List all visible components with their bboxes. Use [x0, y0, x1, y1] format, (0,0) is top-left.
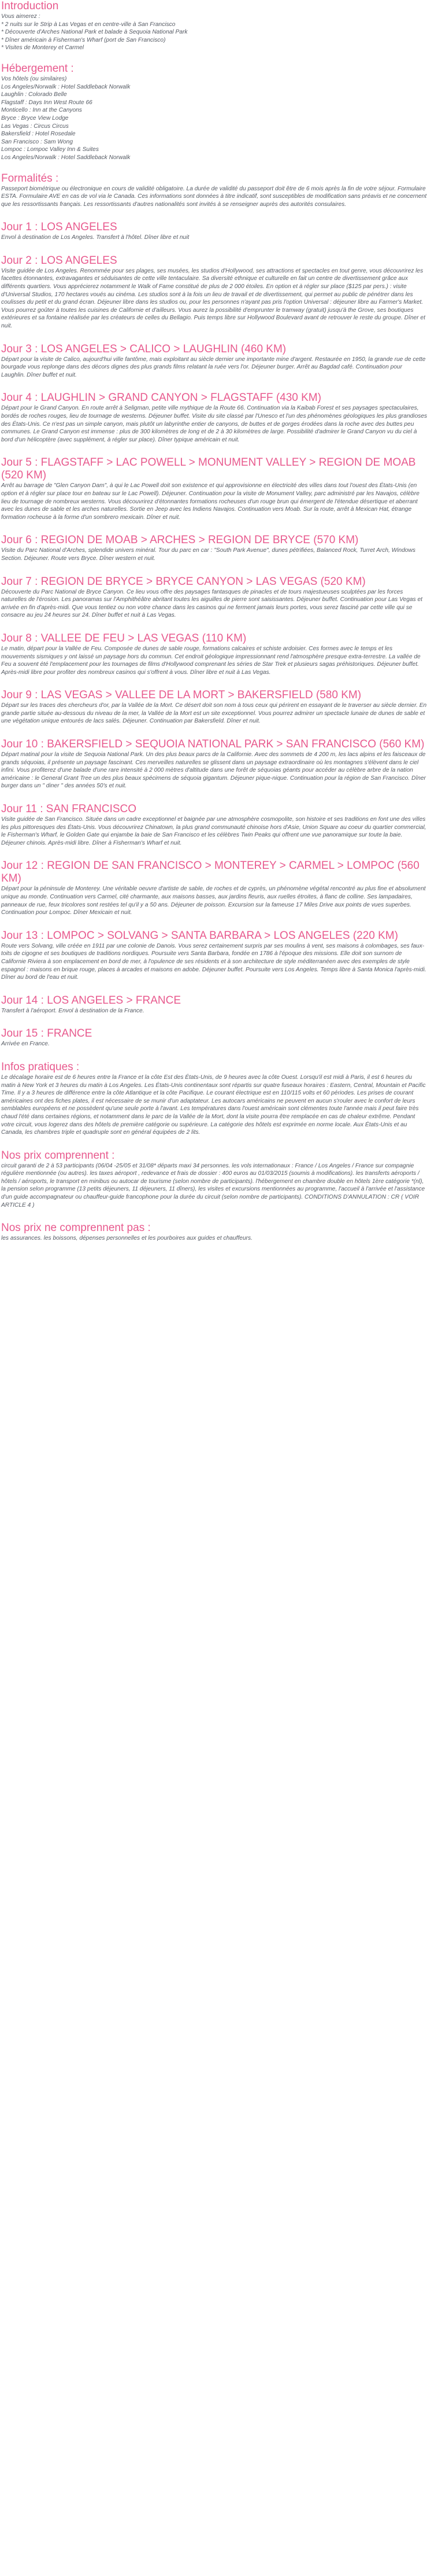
- hotel-line: Los Angeles/Norwalk : Hotel Saddleback Norwalk: [1, 154, 131, 161]
- intro-title: Introduction: [1, 0, 59, 12]
- intro-line: * Dîner américain à Fisherman's Wharf (port de San Francisco): [1, 36, 166, 43]
- hotel-line: Los Angeles/Norwalk : Hotel Saddleback Norwalk: [1, 83, 131, 90]
- day-13-section: [1, 930, 428, 982]
- day-7-text: Découverte du Parc National de Bryce Canyon. Ce lieu vous offre des paysages fantasques de pinacles et de tours majestueuses sculptées par les forces naturelles de l'érosion. Les panoramas sur l'Amphithéâtre abritant toutes les aiguilles de pierre sont saisissantes. Déjeuner buffet. Continuation pour Las Vegas et arrivée en fin d'après-midi. Que vous tentiez ou non votre chance dans les casinos qui ne ferment jamais leurs portes, vous serez fasciné par cette ville qui se consacre au jeu 24 heures sur 24. Dîner buffet et nuit à Las Vegas.: [1, 588, 422, 619]
- infos-text: Le décalage horaire est de 6 heures entre la France et la côte Est des États-Unis, de 9 heures avec la côte Ouest. Lorsqu'il est midi à Paris, il est 6 heures du matin à New York et 3 heures du matin à Los Angeles. Les États-Unis continentaux sont répartis sur quatre fuseaux horaires : Eastern, Central, Mountain et Pacific Time. Il y a 3 heures de différence entre la côte Atlantique et la côte Pacifique. Le courant électrique est en 110/115 volts et 60 périodes. Les prises de courant américaines ont des fiches plates, il est nécessaire de se munir d'un adaptateur. Les autocars américains ne peuvent en aucun s'rouler avec le confort de leurs semblables européens et ne possèdent qu'une seule porte à l'avant. Les températures dans l'ouest américain sont clémentes toute l'année mais il peut faire très chaud l'été dans certaines régions, et notamment dans le parc de la Vallée de la Mort, dont la visite pourra être remplacée en cas de chaleur extrême. Pendant votre circuit, vous logerez dans des hôtels de première catégorie ou supérieure. La catégorie des hôtels est exprimée en norme locale. Aux États-Unis et au Canada, les chambres triple et quadruple sont en général équipées de 2 lits.: [1, 1074, 426, 1136]
- day-2-title: Jour 2 : LOS ANGELES: [1, 254, 117, 267]
- day-3-title: Jour 3 : LOS ANGELES > CALICO > LAUGHLIN (460 KM): [1, 342, 287, 355]
- hotels-list: [1, 75, 428, 162]
- day-13-title: Jour 13 : LOMPOC > SOLVANG > SANTA BARBARA > LOS ANGELES (220 KM): [1, 929, 398, 942]
- day-14-section: [1, 994, 428, 1015]
- prix-non-title: Nos prix ne comprennent pas :: [1, 1222, 151, 1234]
- hotel-line: Bryce : Bryce View Lodge: [1, 115, 69, 121]
- prix-non-section: [1, 1222, 428, 1243]
- day-3-text: Départ pour la visite de Calico, aujourd'hui ville fantôme, mais exploitant au siècle dernier une importante mine d'argent. Restaurée en 1950, la grande rue de cette bourgade vous replonge dans des décors dignes des plus grands films relatant la ruée vers l'or. Déjeuner burger. Arrêt au Bagdad café. Continuation pour Laughlin. Dîner buffet et nuit.: [1, 356, 426, 378]
- day-11-section: [1, 803, 428, 847]
- prix-comprend-title: Nos prix comprennent :: [1, 1149, 115, 1162]
- day-15-section: [1, 1027, 428, 1048]
- day-13-text: Route vers Solvang, ville créée en 1911 par une colonie de Danois. Vous serez certainement surpris par ses moulins à vent, ses maisons à colombages, ses faux-toits de cigogne et ses boutiques de traditions nordiques. Poursuite vers Santa Barbara, fondée en 1786 à l'époque des missions. Elle doit son surnom de Californie Riviera à son emplacement en bord de mer, à l'opulence de ses résidents et à son architecture de style méditerranéen avec des exemples de style espagnol : maisons en brique rouge, places à arcades et maisons en adobe. Déjeuner buffet. Poursuite vers Los Angeles. Temps libre à Santa Monica l'après-midi. Dîner au bord de l'eau et nuit.: [1, 942, 426, 981]
- day-8-title: Jour 8 : VALLEE DE FEU > LAS VEGAS (110 KM): [1, 632, 247, 644]
- day-10-text: Départ matinal pour la visite de Sequoia National Park. Un des plus beaux parcs de la Californie. Avec des sommets de 4 200 m, les lacs alpins et les faisceaux de grands séquoias, il présente un paysage fascinant. Ces merveilles naturelles se glissent dans un paysage extraordinaire où les montagnes s'élèvent dans le ciel infini. Vous profiterez d'une balade d'une rare intensité à 2 000 mètres d'altitude dans une forêt de séquoias géants pour accéder au célèbre arbre de la nation américaine : le General Grant Tree un des plus beaux spécimens de séquoia gigantum. Déjeuner pique-nique. Continuation pour la région de San Francisco. Dîner burger dans un " diner " des années 50's et nuit.: [1, 751, 426, 790]
- day-12-title: Jour 12 : REGION DE SAN FRANCISCO > MONTEREY > CARMEL > LOMPOC (560 KM): [1, 860, 420, 885]
- day-9-text: Départ sur les traces des chercheurs d'or, par la Vallée de la Mort. Ce désert doit son nom à tous ceux qui périrent en essayant de le traverser au siècle dernier. En grande partie située au-dessous du niveau de la mer, la Vallée de la Mort est un site exceptionnel. Vous pourrez admirer un spectacle lunaire de dunes de sable et une végétation unique entourés de lacs salés. Déjeuner. Continuation par Bakersfield. Dîner et nuit.: [1, 702, 427, 725]
- day-5-text: Arrêt au barrage de "Glen Canyon Dam", à qui le Lac Powell doit son existence et qui approvisionne en électricité des villes dans tout l'ouest des États-Unis (en option et à régler sur place tour en bateau sur le Lac Powell). Déjeuner. Continuation pour la visite de Monument Valley, parc administré par les Navajos, célèbre lieu de tournage de nombreux westerns. Vous découvrirez d'étonnantes formations rocheuses d'un rouge brun qui émergent de l'étendue désertique et aberrant avec les dunes de sable et les arches naturelles. Sortie en Jeep avec les Indiens Navajos. Continuation vers Moab. Sur la route, arrêt à Mexican Hat, étrange formation rocheuse à la forme d'un sombrero mexicain. Dîner et nuit.: [1, 482, 420, 521]
- prix-non-text: les assurances. les boissons, dépenses personnelles et les pourboires aux guides et chauffeurs.: [1, 1235, 253, 1242]
- day-6-title: Jour 6 : REGION DE MOAB > ARCHES > REGION DE BRYCE (570 KM): [1, 534, 359, 547]
- intro-line: * Visites de Monterey et Carmel: [1, 45, 84, 51]
- day-11-text: Visite guidée de San Francisco. Située dans un cadre exceptionnel et baignée par une atmosphère cosmopolite, son histoire et ses traditions en font une des villes les plus pittoresques des États-Unis. Vous découvrirez Chinatown, la plus grand communauté chinoise hors d'Asie, Union Square au coeur du quartier commercial, le Fisherman's Wharf, le Golden Gate qui enjambe la baie de San Francisco et les célèbres Twin Peaks qui offrent une vue panoramique sur toute la baie. Déjeuner chinois. Après-midi libre. Dîner à Fisherman's Wharf et nuit.: [1, 816, 426, 846]
- day-8-text: Le matin, départ pour la Vallée de Feu. Composée de dunes de sable rouge, formations calcaires et schiste ardoisier. Ces formes avec le temps et les mouvements sismiques y ont laissé un paysage hors du commun. Cet endroit géologique impressionnant rend l'atmosphère presque extra-terrestre. La vallée de Feu a souvent été l'emplacement pour les tournages de films d'Hollywood comprenant les séries de Star Trek et plusieurs sagas préhistoriques. Déjeuner buffet. Après-midi libre pour profiter des nombreux casinos qui s'offrent à vous. Dîner libre et nuit à Las Vegas.: [1, 645, 421, 676]
- day-4-section: [1, 392, 428, 444]
- day-5-title: Jour 5 : FLAGSTAFF > LAC POWELL > MONUMENT VALLEY > REGION DE MOAB (520 KM): [1, 456, 416, 482]
- infos-title: Infos pratiques :: [1, 1060, 80, 1073]
- day-7-title: Jour 7 : REGION DE BRYCE > BRYCE CANYON > LAS VEGAS (520 KM): [1, 575, 366, 588]
- hotel-line: Flagstaff : Days Inn West Route 66: [1, 99, 92, 106]
- intro-section: [1, 0, 428, 52]
- hotel-line: Las Vegas : Circus Circus: [1, 123, 69, 130]
- day-10-title: Jour 10 : BAKERSFIELD > SEQUOIA NATIONAL PARK > SAN FRANCISCO (560 KM): [1, 738, 425, 751]
- day-15-title: Jour 15 : FRANCE: [1, 1027, 92, 1040]
- intro-text: [1, 13, 428, 52]
- day-15-text: Arrivée en France.: [1, 1041, 50, 1048]
- hotels-section: [1, 62, 428, 162]
- day-6-text: Visite du Parc National d'Arches, splendide univers minéral. Tour du parc en car : "South Park Avenue", dunes pétrifiées, Balanced Rock, Turret Arch, Windows Section. Déjeuner. Route vers Bryce. Dîner western et nuit.: [1, 547, 415, 562]
- day-14-title: Jour 14 : LOS ANGELES > FRANCE: [1, 994, 181, 1007]
- page: [0, 0, 432, 1267]
- day-7-section: [1, 576, 428, 620]
- day-4-title: Jour 4 : LAUGHLIN > GRAND CANYON > FLAGSTAFF (430 KM): [1, 392, 321, 404]
- day-2-text: Visite guidée de Los Angeles. Renommée pour ses plages, ses musées, les studios d'Hollywood, ses attractions et spectacles en tout genre, vous découvrirez les facettes étonnantes, extravagantes et séduisantes de cette ville tentaculaire. Sa diversité ethnique et culturelle en fait un centre de divertissement grâce aux différents quartiers. Vous apprécierez notamment le Walk of Fame constitué de plus de 2 000 étoiles. En option et à régler sur place ($125 par pers.) : visite d'Universal Studios, 170 hectares voués au cinéma. Les studios sont à la fois un lieu de travail et de divertissement, qui permet au public de pénétrer dans les coulisses du petit et du grand écran. Déjeuner libre dans les studios ou, pour les personnes n'ayant pas pris l'option Universal : déjeuner libre au Farmer's Market. Vous pourrez goûter à toutes les cuisines de Californie et d'ailleurs. Vous aurez la possibilité d'emprunter le tramway (gratuit) jusqu'à the Grove, ses boutiques extérieures et sa fontaine réalisée par les créateurs de celles du Bellagio. Puis temps libre sur Hollywood Boulevard avant de retrouver le reste du groupe. Dîner et nuit.: [1, 267, 425, 330]
- hotel-line: San Francisco : Sam Wong: [1, 138, 73, 145]
- day-6-section: [1, 534, 428, 562]
- hotel-line: Vos hôtels (ou similaires): [1, 75, 67, 82]
- prix-comprend-text: circuit garanti de 2 à 53 participants (06/04 -25/05 et 31/08* départs maxi 34 personnes. les vols internationaux : France / Los Angeles / France sur compagnie régulière mentionnée (ou autres). les taxes aéroport , redevance et frais de dossier : 400 euros au 01/03/2015 (soumis à modifications). les transferts aéroports / hôtels / aéroports, le transport en minibus ou autocar de tourisme (selon nombre de participants). l'hébergement en chambre double en hôtels 1ère catégorie *(nl), la pension selon programme (13 petits déjeuners, 11 déjeuners, 11 dîners), les visites et excursions mentionnées au programme, l'accueil à l'arrivée et l'assistance d'un guide accompagnateur ou chauffeur-guide francophone pour la durée du circuit (selon nombre de participants). CONDITIONS D'ANNULATION : CR ( VOIR ARTICLE 4 ): [1, 1162, 425, 1208]
- hotel-line: Lompoc : Lompoc Valley Inn & Suites: [1, 146, 99, 153]
- day-10-section: [1, 738, 428, 790]
- day-1-section: [1, 221, 428, 242]
- day-3-section: [1, 343, 428, 379]
- formalites-section: [1, 172, 428, 209]
- day-5-section: [1, 456, 428, 521]
- day-12-section: [1, 860, 428, 916]
- intro-line: * Découverte d'Arches National Park et balade à Sequoia National Park: [1, 29, 188, 36]
- day-9-section: [1, 689, 428, 725]
- day-11-title: Jour 11 : SAN FRANCISCO: [1, 803, 137, 816]
- day-8-section: [1, 632, 428, 676]
- prix-comprend-section: [1, 1149, 428, 1210]
- hotels-title: Hébergement :: [1, 62, 74, 75]
- day-9-title: Jour 9 : LAS VEGAS > VALLEE DE LA MORT > BAKERSFIELD (580 KM): [1, 689, 362, 702]
- day-4-text: Départ pour le Grand Canyon. En route arrêt à Seligman, petite ville mythique de la Route 66. Continuation via la Kaibab Forest et ses paysages spectaculaires, bordés de roches rouges, lieu de tournage de westerns. Déjeuner buffet. Visite du site classé par l'Unesco et l'un des phénomènes géologiques les plus grandioses des États-Unis. Ce n'est pas un simple canyon, mais plutôt un labyrinthe entier de canyons, de buttes et de gorges érodées dans la roche avec des buttes peu communes. Le Grand Canyon est immense : plus de 300 kilomètres de long et de 2 à 30 kilomètres de large. Possibilité d'admirer le Grand Canyon vu du ciel à bord d'un hélicoptère (avec supplément, à régler sur place). Dîner typique américain et nuit.: [1, 405, 428, 443]
- day-1-title: Jour 1 : LOS ANGELES: [1, 221, 117, 234]
- day-1-text: Envol à destination de Los Angeles. Transfert à l'hôtel. Dîner libre et nuit: [1, 234, 190, 241]
- day-2-section: [1, 255, 428, 330]
- hotel-line: Monticello : Inn at the Canyons: [1, 107, 82, 114]
- intro-line: Vous aimerez :: [1, 13, 40, 20]
- day-14-text: Transfert à l'aéroport. Envol à destination de la France.: [1, 1007, 144, 1014]
- hotel-line: Laughlin : Colorado Belle: [1, 91, 67, 98]
- formalites-text: Passeport biométrique ou électronique en cours de validité obligatoire. La durée de validité du passeport doit être de 6 mois après la fin de votre séjour. Formulaire ESTA. Formulaire AVE en cas de vol via le Canada. Ces informations sont données à titre indicatif, sont susceptibles de modification sans préavis et ne concernent que les ressortissants français. Les ressortissants d'autres nationalités sont invités à se renseigner auprès des autorités consulaires.: [1, 185, 427, 208]
- day-12-text: Départ pour la péninsule de Monterey. Une véritable oeuvre d'artiste de sable, de roches et de cyprès, un phénomène végétal rencontré au plus fine et absolument unique au monde. Continuation vers Carmel, cité charmante, aux maisons basses, aux jardins fleuris, aux ruelles étroites, à flanc de colline. Ses lampadaires, panneaux de rue, feux tricolores sont restées tel qu'il y a 50 ans. Déjeuner de poisson. Excursion sur la fameuse 17 Miles Drive aux points de vues superbes. Continuation pour Lompoc. Dîner Mexicain et nuit.: [1, 886, 426, 916]
- hotel-line: Bakersfield : Hotel Rosedale: [1, 131, 76, 138]
- intro-line: * 2 nuits sur le Strip à Las Vegas et en centre-ville à San Francisco: [1, 21, 176, 28]
- infos-section: [1, 1061, 428, 1137]
- formalites-title: Formalités :: [1, 172, 59, 185]
